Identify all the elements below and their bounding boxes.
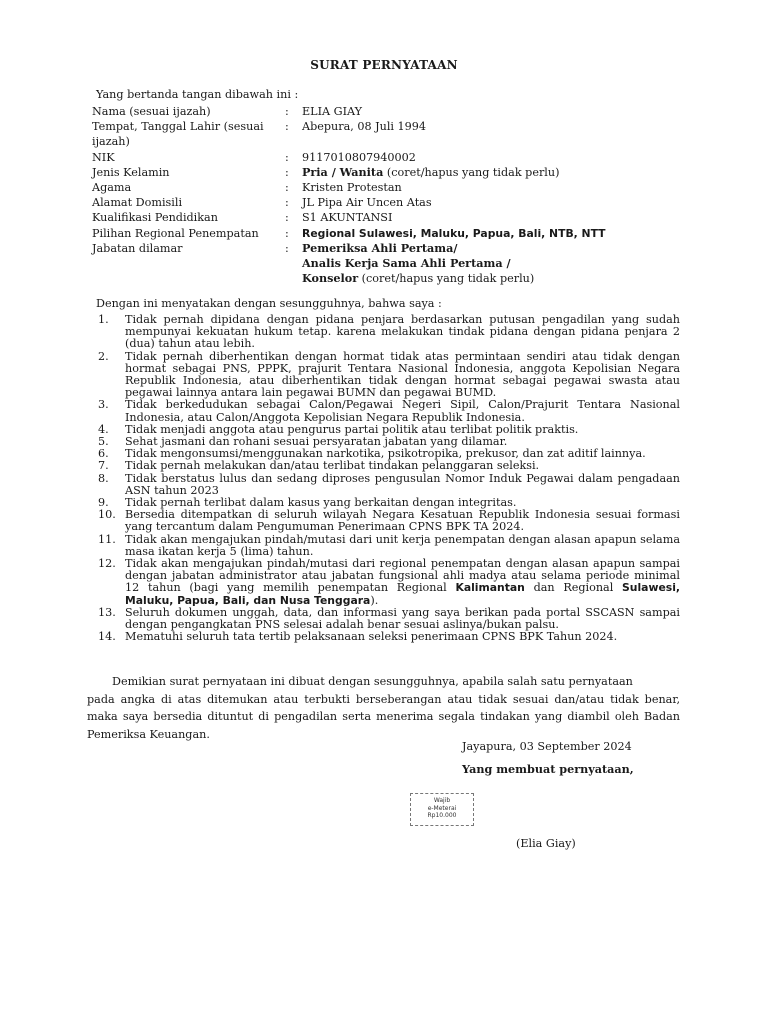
gender-note: (coret/hapus yang tidak perlu) [383,165,560,179]
item-text: Tidak akan mengajukan pindah/mutasi dari unit kerja penempatan dengan alasan apapun selama masa ikatan kerja 5 (lima) tahun. [125,532,680,558]
position-option-1: Pemeriksa Ahli Pertama/ [302,240,458,255]
list-item [98,399,680,423]
item-number: 5. [98,435,109,449]
item-text: Sehat jasmani dan rohani sesuai persyaratan jabatan yang dilamar. [125,435,508,449]
document-title: SURAT PERNYATAAN [310,58,458,72]
closing-rest: pada angka di atas ditemukan atau terbukti berseberangan atau tidak sesuai dan/atau tidak benar, maka saya bersedia dituntut di pengadilan serta menerima segala tindakan yang diambil oleh Badan Pemeriksa Keuangan. [87,692,680,741]
position-option-3: Konselor [302,271,359,286]
field-colon: : [285,211,289,225]
field-colon: : [285,181,289,195]
meterai-line: e-Meterai [427,804,457,812]
field-value [302,241,692,287]
field-row-gender [92,165,692,180]
field-colon: : [285,105,289,118]
field-row-birth [92,119,692,149]
field-label [92,119,285,149]
item-number: 14. [98,630,116,644]
field-value: 9117010807940002 [302,150,416,164]
field-label: Agama [92,181,132,195]
field-value [302,165,692,180]
place-date: Jayapura, 03 September 2024 [462,740,632,753]
field-label: Kualifikasi Pendidikan [92,211,218,225]
field-label: Jenis Kelamin [92,165,170,179]
item-text-part: Tidak akan mengajukan pindah/mutasi dari regional penempatan dengan alasan apapun sampai dengan jabatan administrator atau jabatan fungsional ahli madya atau selama periode minimal 12 tahun (bagi yang memilih penempatan Regional [125,557,680,595]
item-text: Tidak pernah melakukan dan/atau terlibat tindakan pelanggaran seleksi. [125,459,540,473]
list-item [98,534,680,558]
declaration-intro: Dengan ini menyatakan dengan sesungguhnya, bahwa saya : [96,297,442,310]
field-label: Nama (sesuai ijazah) [92,105,211,118]
intro-text: Yang bertanda tangan dibawah ini : [96,88,299,101]
item-number: 3. [98,398,109,412]
item-number: 10. [98,508,116,522]
e-meterai-placeholder [410,793,474,826]
gender-options: Pria / Wanita [302,164,384,179]
field-row-religion [92,180,692,195]
list-item [98,607,680,631]
field-colon: : [285,165,289,179]
item-text-part: dan Regional [524,581,623,595]
field-value: JL Pipa Air Uncen Atas [302,196,432,210]
item-text: Tidak berstatus lulus dan sedang diproses pengusulan Nomor Induk Pegawai dalam pengadaan ASN tahun 2023 [125,471,680,497]
item-number: 13. [98,605,116,619]
item-text: Tidak menjadi anggota atau pengurus partai politik atau terlibat politik praktis. [125,422,579,436]
item-number: 4. [98,422,109,436]
field-label-line2: ijazah) [92,135,130,149]
item-text [125,558,680,607]
statement-list [98,314,680,643]
item-text: Mematuhi seluruh tata tertib pelaksanaan seleksi penerimaan CPNS BPK Tahun 2024. [125,630,618,644]
item-number: 12. [98,557,116,571]
field-row-region [92,226,692,241]
list-item [98,473,680,497]
list-item [98,351,680,400]
field-colon: : [285,226,289,240]
field-row-nik [92,150,692,165]
signer-name: (Elia Giay) [516,837,576,850]
field-row-education [92,210,692,225]
field-row-name [92,104,692,119]
field-label: Alamat Domisili [92,196,183,210]
position-note: (coret/hapus yang tidak perlu) [358,272,535,286]
field-value: ELIA GIAY [302,105,363,118]
item-number: 6. [98,447,109,461]
field-colon: : [285,150,289,164]
item-number: 7. [98,459,109,473]
maker-label: Yang membuat pernyataan, [462,762,634,776]
list-item [98,460,680,472]
field-label: Pilihan Regional Penempatan [92,226,259,240]
item-text: Tidak pernah diberhentikan dengan hormat tidak atas permintaan sendiri atau tidak dengan hormat sebagai PNS, PPPK, prajurit Tentara Nasional Indonesia, anggota Kepolisian Negara Republik Indonesia, atau diberhentikan tidak dengan hormat sebagai pegawai swasta atau pegawai lainnya antara lain pegawai BUMN dan pegawai BUMD. [125,349,680,400]
field-value: Regional Sulawesi, Maluku, Papua, Bali, NTB, NTT [302,226,606,240]
field-label: NIK [92,150,115,164]
field-value: S1 AKUNTANSI [302,211,393,225]
field-value: Kristen Protestan [302,181,402,195]
position-option-2: Analis Kerja Sama Ahli Pertama / [302,256,511,271]
field-value: Abepura, 08 Juli 1994 [302,120,427,134]
item-number: 8. [98,471,109,485]
list-item [98,558,680,607]
field-colon: : [285,120,289,134]
closing-first-line: Demikian surat pernyataan ini dibuat dengan sesungguhnya, apabila salah satu pernyataan [112,675,633,688]
field-colon: : [285,196,289,210]
meterai-line: Wajib [433,797,451,804]
item-text: Tidak mengonsumsi/menggunakan narkotika, psikotropika, prekusor, dan zat aditif lainnya. [125,447,646,461]
item-text: Seluruh dokumen unggah, data, dan informasi yang saya berikan pada portal SSCASN sampai dengan pengangkatan PNS selesai adalah benar sesuai aslinya/bukan palsu. [125,605,680,632]
field-label-line1: Tempat, Tanggal Lahir (sesuai [92,120,264,134]
item-text-bold: Sulawesi, Maluku, Papua, Bali, dan Nusa Tenggara [125,581,680,607]
item-number: 11. [98,532,116,546]
field-row-position [92,241,692,287]
item-text: Tidak pernah terlibat dalam kasus yang berkaitan dengan integritas. [125,496,517,510]
item-number: 9. [98,496,109,510]
item-number: 1. [98,313,109,326]
list-item [98,631,680,643]
item-text-bold: Kalimantan [455,581,525,595]
field-row-address [92,195,692,210]
item-text-part: ). [370,593,379,607]
meterai-line: Rp10.000 [427,812,457,819]
closing-paragraph [87,673,680,743]
list-item [98,314,680,351]
identity-fields [92,104,692,286]
item-text: Tidak berkedudukan sebagai Calon/Pegawai Negeri Sipil, Calon/Prajurit Tentara Nasional Indonesia, atau Calon/Anggota Kepolisian Negara Republik Indonesia. [125,398,680,424]
item-number: 2. [98,349,109,363]
field-colon: : [285,241,289,255]
field-label: Jabatan dilamar [92,241,183,255]
item-text: Tidak pernah dipidana dengan pidana penjara berdasarkan putusan pengadilan yang sudah mempunyai kekuatan hukum tetap. karena melakukan tindak pidana dengan pidana penjara 2 (dua) tahun atau lebih. [125,313,680,351]
item-text: Bersedia ditempatkan di seluruh wilayah Negara Kesatuan Republik Indonesia sesuai formasi yang tercantum dalam Pengumuman Penerimaan CPNS BPK TA 2024. [125,508,680,534]
list-item [98,509,680,533]
